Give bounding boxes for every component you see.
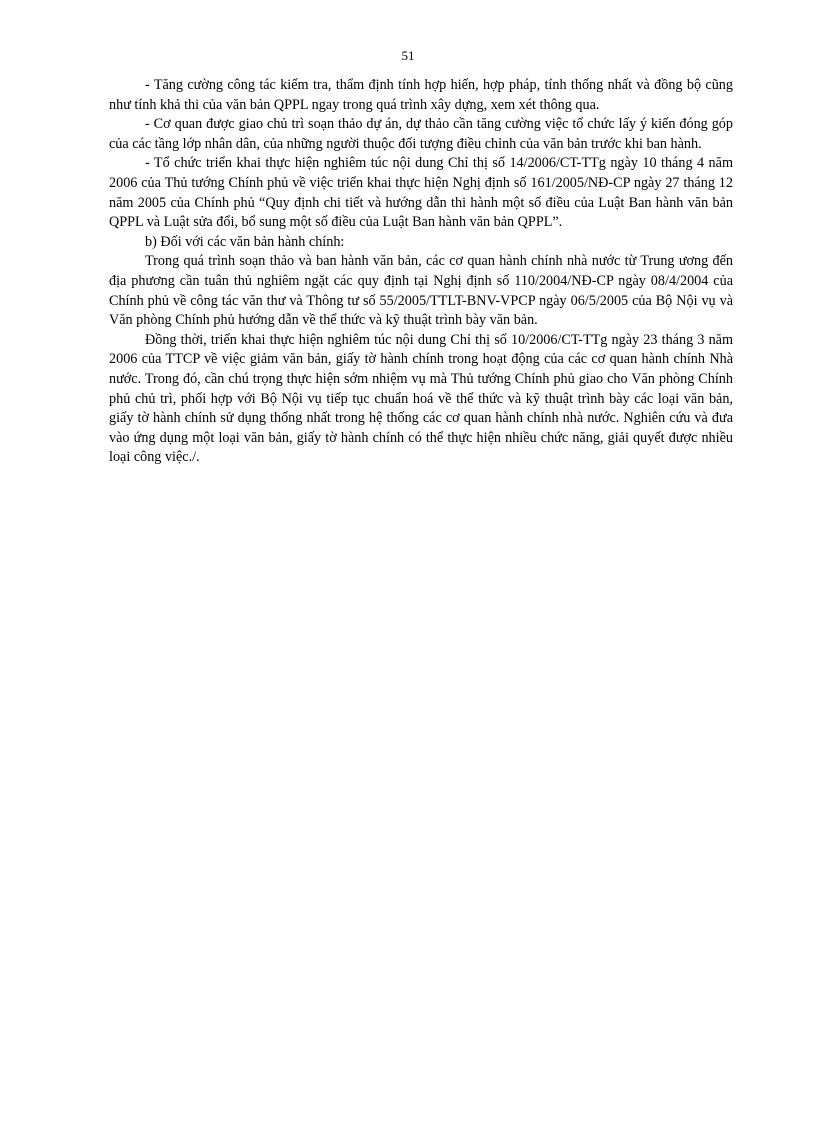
paragraph-inspection: - Tăng cường công tác kiểm tra, thẩm định tính hợp hiến, hợp pháp, tính thống nhất và đồng bộ cũng như tính khả thi của văn bản QPPL ngay trong quá trình xây dựng, xem xét thông qua. (109, 77, 733, 113)
section-heading-administrative-docs: b) Đối với các văn bản hành chính: (145, 233, 345, 250)
page-number: 51 (401, 48, 415, 63)
paragraph-directive-14: - Tổ chức triển khai thực hiện nghiêm túc nội dung Chỉ thị số 14/2006/CT-TTg ngày 10 tháng 4 năm 2006 của Thủ tướng Chính phủ về việc triển khai thực hiện Nghị định số 161/2005/NĐ-CP ngày 27 tháng 12 năm 2005 của Chính phủ “Quy định chi tiết và hướng dẫn thi hành một số điều của Luật Ban hành văn bản QPPL và Luật sửa đổi, bổ sung một số điều của Luật Ban hành văn bản QPPL”. (109, 155, 733, 231)
paragraph-drafting-compliance: Trong quá trình soạn thảo và ban hành văn bản, các cơ quan hành chính nhà nước từ Trung ương đến địa phương cần tuân thủ nghiêm ngặt các quy định tại Nghị định số 110/2004/NĐ-CP ngày 08/4/2004 của Chính phủ về công tác văn thư và Thông tư số 55/2005/TTLT-BNV-VPCP ngày 06/5/2005 của Bộ Nội vụ và Văn phòng Chính phủ hướng dẫn về thể thức và kỹ thuật trình bày văn bản. (109, 253, 733, 329)
paragraph-directive-10: Đồng thời, triển khai thực hiện nghiêm túc nội dung Chỉ thị số 10/2006/CT-TTg ngày 23 tháng 3 năm 2006 của TTCP về việc giảm văn bản, giấy tờ hành chính trong hoạt động của các cơ quan hành chính Nhà nước. Trong đó, cần chú trọng thực hiện sớm nhiệm vụ mà Thủ tướng Chính phủ giao cho Văn phòng Chính phủ chủ trì, phối hợp với Bộ Nội vụ tiếp tục chuẩn hoá về thể thức và kỹ thuật trình bày các loại văn bản, giấy tờ hành chính sử dụng thống nhất trong hệ thống các cơ quan hành chính nhà nước. Nghiên cứu và đưa vào ứng dụng một loại văn bản, giấy tờ hành chính có thể thực hiện nhiều chức năng, giải quyết được nhiều loại công việc./. (109, 331, 733, 466)
document-body (109, 76, 733, 468)
paragraph-consultation: - Cơ quan được giao chủ trì soạn thảo dự án, dự thảo cần tăng cường việc tổ chức lấy ý kiến đóng góp của các tầng lớp nhân dân, của những người thuộc đối tượng điều chỉnh của văn bản trước khi ban hành. (109, 116, 733, 152)
